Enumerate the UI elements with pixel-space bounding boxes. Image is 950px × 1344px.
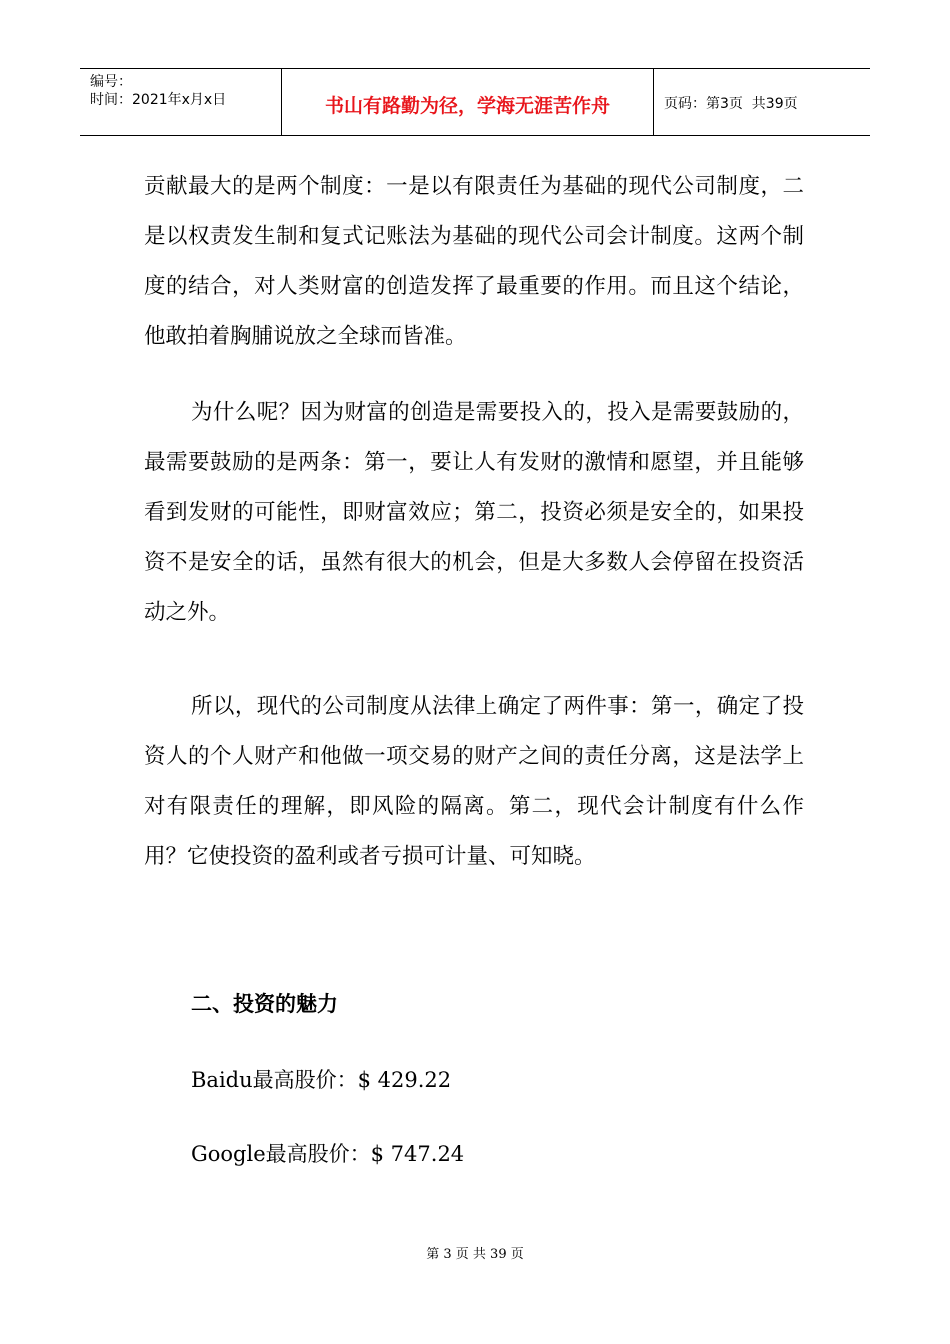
google-price-line: Google最高股价：$ 747.24 bbox=[191, 1142, 465, 1166]
document-number-label: 编号： bbox=[90, 74, 132, 90]
header-page-code-cell bbox=[654, 69, 870, 135]
page-footer: 第 3 页 共 39 页 bbox=[426, 1247, 524, 1262]
document-time-label: 时间：2021年x月x日 bbox=[90, 92, 227, 108]
page-header bbox=[80, 68, 870, 136]
header-motto: 书山有路勤为径，学海无涯苦作舟 bbox=[282, 69, 654, 135]
header-page-code: 页码：第3页 共39页 bbox=[664, 96, 798, 112]
section-heading: 二、投资的魅力 bbox=[191, 992, 338, 1016]
paragraph-3: 所以，现代的公司制度从法律上确定了两件事：第一，确定了投资人的个人财产和他做一项交易的财产之间的责任分离，这是法学上对有限责任的理解，即风险的隔离。第二，现代会计制度有什么作用？它使投资的盈利或者亏损可计量、可知晓。 bbox=[144, 694, 804, 869]
paragraph-1: 贡献最大的是两个制度：一是以有限责任为基础的现代公司制度，二是以权责发生制和复式记账法为基础的现代公司会计制度。这两个制度的结合，对人类财富的创造发挥了最重要的作用。而且这个结论，他敢拍着胸脯说放之全球而皆准。 bbox=[144, 174, 804, 349]
paragraph-2: 为什么呢？因为财富的创造是需要投入的，投入是需要鼓励的，最需要鼓励的是两条：第一，要让人有发财的激情和愿望，并且能够看到发财的可能性，即财富效应；第二，投资必须是安全的，如果投资不是安全的话，虽然有很大的机会，但是大多数人会停留在投资活动之外。 bbox=[144, 400, 804, 625]
baidu-price-line: Baidu最高股价：$ 429.22 bbox=[191, 1068, 452, 1092]
header-meta-cell bbox=[80, 69, 282, 135]
